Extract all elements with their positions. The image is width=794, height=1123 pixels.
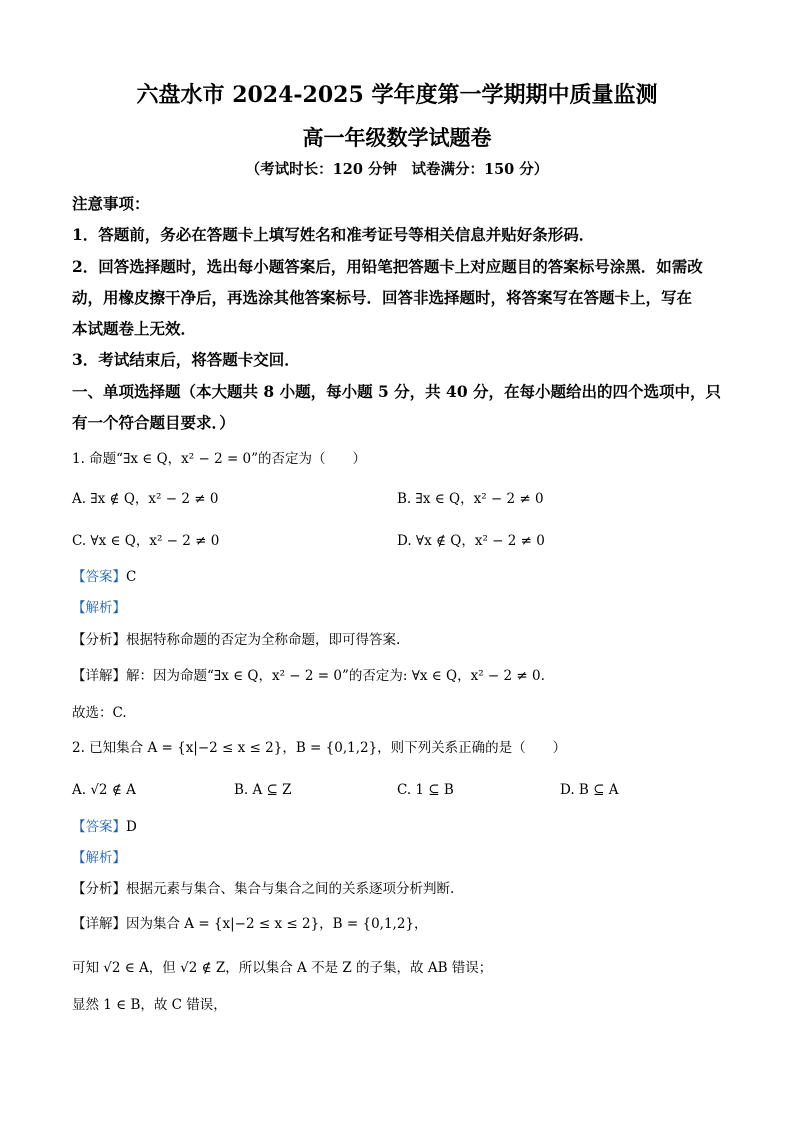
notes-item-2-line-3: 本试题卷上无效． <box>72 319 197 338</box>
q2-answer: D <box>126 819 137 835</box>
q2-detail-line <box>72 918 428 932</box>
q2-answer-tag: 【答案】 <box>72 819 126 835</box>
q1-analyze-line <box>72 634 400 648</box>
q2-option-a: A. √2 ∉ A <box>72 782 136 798</box>
q1-conclusion: 故选：C. <box>72 705 127 721</box>
section-1-heading-line-2: 有一个符合题目要求．） <box>72 413 235 432</box>
q2-analyze-line <box>72 883 454 897</box>
q2-analysis-tag: 【解析】 <box>72 850 126 866</box>
q1-answer-line <box>72 571 136 585</box>
q2-option-d: D. B ⊆ A <box>560 782 619 798</box>
q1-stem: 1. 命题“∃x ∈ Q，x² − 2 = 0”的否定为（ ） <box>72 451 367 467</box>
exam-info: （考试时长：120 分钟 试卷满分：150 分） <box>245 161 549 178</box>
section-1-heading-line-1: 一、单项选择题（本大题共 8 小题，每小题 5 分，共 40 分，在每小题给出的四个选项中，只 <box>72 382 722 401</box>
notes-heading: 注意事项： <box>72 194 150 213</box>
q2-option-c: C. 1 ⊆ B <box>397 782 454 798</box>
exam-title: 六盘水市 2024-2025 学年度第一学期期中质量监测 <box>136 82 658 108</box>
q2-detail-tag: 【详解】 <box>72 916 126 932</box>
q1-detail-tag: 【详解】 <box>72 668 126 684</box>
q2-detail-text: 因为集合 A = {x|−2 ≤ x ≤ 2}，B = {0,1,2}， <box>126 916 428 932</box>
q2-stem: 2. 已知集合 A = {x|−2 ≤ x ≤ 2}，B = {0,1,2}，则下列关系正确的是（ ） <box>72 740 567 756</box>
q1-analyze-tag: 【分析】 <box>72 632 126 648</box>
q1-analyze-text: 根据特称命题的否定为全称命题，即可得答案. <box>126 632 401 648</box>
notes-item-2-line-1: 2．回答选择题时，选出每小题答案后，用铅笔把答题卡上对应题目的答案标号涂黑．如需改 <box>72 257 703 276</box>
notes-item-1: 1．答题前，务必在答题卡上填写姓名和准考证号等相关信息并贴好条形码． <box>72 225 595 244</box>
q1-detail-line <box>72 670 545 684</box>
notes-item-2-line-2: 动，用橡皮擦干净后，再选涂其他答案标号．回答非选择题时，将答案写在答题卡上，写在 <box>72 288 693 307</box>
q2-option-b: B. A ⊆ Z <box>234 782 292 798</box>
q1-option-d: D. ∀x ∉ Q，x² − 2 ≠ 0 <box>397 533 545 549</box>
q1-answer: C <box>126 569 137 585</box>
q2-detail-line-2: 可知 √2 ∈ A，但 √2 ∉ Z，所以集合 A 不是 Z 的子集，故 AB 错误； <box>72 960 493 976</box>
q1-option-b: B. ∃x ∈ Q，x² − 2 ≠ 0 <box>397 491 544 507</box>
q2-analyze-text: 根据元素与集合、集合与集合之间的关系逐项分析判断. <box>126 881 455 897</box>
q1-answer-tag: 【答案】 <box>72 569 126 585</box>
q2-analyze-tag: 【分析】 <box>72 881 126 897</box>
q1-option-a: A. ∃x ∉ Q，x² − 2 ≠ 0 <box>72 491 219 507</box>
notes-item-3: 3．考试结束后，将答题卡交回． <box>72 350 300 369</box>
q2-answer-line <box>72 821 137 835</box>
q1-analysis-tag: 【解析】 <box>72 600 126 616</box>
exam-subtitle: 高一年级数学试题卷 <box>302 125 492 150</box>
q2-detail-line-3: 显然 1 ∈ B，故 C 错误， <box>72 997 227 1013</box>
q1-detail-text: 解：因为命题“∃x ∈ Q，x² − 2 = 0”的否定为: ∀x ∈ Q，x² − 2 ≠ 0. <box>126 668 545 684</box>
q1-option-c: C. ∀x ∈ Q，x² − 2 ≠ 0 <box>72 533 220 549</box>
